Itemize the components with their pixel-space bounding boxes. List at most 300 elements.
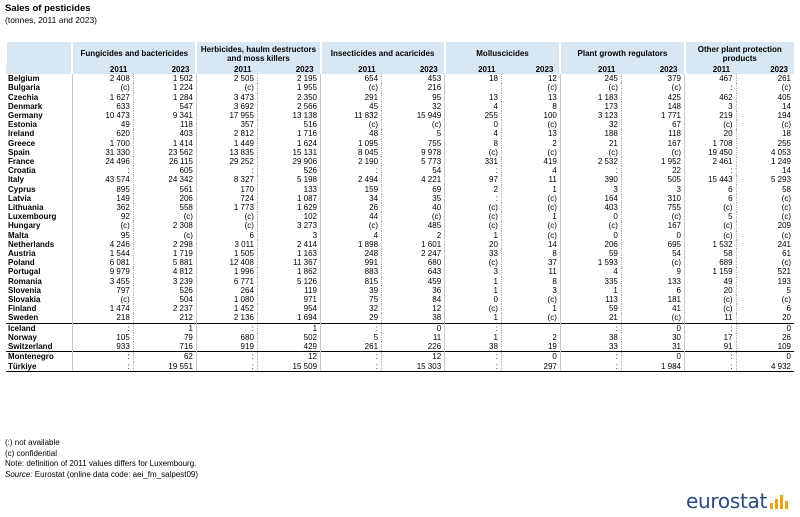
value-cell: 22 <box>621 166 684 175</box>
value-cell: 8 <box>501 249 560 258</box>
value-cell: 8 <box>501 277 560 286</box>
value-cell: 19 450 <box>685 148 737 157</box>
table-body <box>6 74 794 371</box>
value-cell: (c) <box>196 83 257 92</box>
value-cell: : <box>560 362 621 372</box>
value-cell: 102 <box>257 212 320 221</box>
value-cell: 170 <box>196 185 257 194</box>
country-cell: Greece <box>8 138 36 148</box>
value-cell: 403 <box>133 129 196 138</box>
table-row <box>6 120 794 129</box>
value-cell: 755 <box>382 139 445 148</box>
year-header: 2023 <box>621 65 684 74</box>
value-cell: 516 <box>257 120 320 129</box>
value-cell: 261 <box>736 74 794 83</box>
value-cell: 1 505 <box>196 249 257 258</box>
value-cell: 3 <box>445 267 502 276</box>
table-row <box>6 240 794 249</box>
country-cell: Lithuania <box>8 203 44 213</box>
table-row <box>6 166 794 175</box>
value-cell: 29 252 <box>196 157 257 166</box>
value-cell: (c) <box>501 313 560 323</box>
value-cell: 2 <box>382 231 445 240</box>
value-cell: 1 159 <box>685 267 737 276</box>
value-cell: : <box>196 323 257 333</box>
value-cell: 91 <box>685 342 737 352</box>
value-cell: 23 562 <box>133 148 196 157</box>
value-cell: 1 <box>445 277 502 286</box>
value-cell: (c) <box>501 231 560 240</box>
value-cell: 895 <box>72 185 133 194</box>
value-cell: 3 239 <box>133 277 196 286</box>
value-cell: (c) <box>501 221 560 230</box>
value-cell: 1 414 <box>133 139 196 148</box>
value-cell: 1 773 <box>196 203 257 212</box>
value-cell: 31 <box>621 342 684 352</box>
table-row <box>6 249 794 258</box>
value-cell: 5 <box>685 212 737 221</box>
value-cell: : <box>72 352 133 362</box>
country-cell: Spain <box>8 147 30 157</box>
country-cell: Germany <box>8 111 43 121</box>
value-cell: 3 011 <box>196 240 257 249</box>
value-cell: 0 <box>560 212 621 221</box>
value-cell: 206 <box>560 240 621 249</box>
table-row <box>6 212 794 221</box>
group-header: Insecticides and acaricides <box>321 42 445 65</box>
country-cell: Bulgaria <box>8 83 41 93</box>
year-header: 2011 <box>72 65 133 74</box>
country-cell: Hungary <box>8 221 41 231</box>
table-row <box>6 203 794 212</box>
value-cell: 119 <box>257 286 320 295</box>
value-cell: (c) <box>501 83 560 92</box>
value-cell: 0 <box>736 352 794 362</box>
table-row <box>6 362 794 372</box>
value-cell: 467 <box>685 74 737 83</box>
country-cell: Malta <box>8 230 29 240</box>
value-cell: : <box>445 166 502 175</box>
value-cell: 181 <box>621 295 684 304</box>
value-cell: 264 <box>196 286 257 295</box>
value-cell: 44 <box>321 212 382 221</box>
note-confidential: (c) confidential <box>5 448 58 458</box>
value-cell: 310 <box>621 194 684 203</box>
value-cell: 31 330 <box>72 148 133 157</box>
value-cell: 12 <box>382 352 445 362</box>
value-cell: 3 <box>621 185 684 194</box>
value-cell: : <box>196 362 257 372</box>
value-cell: 0 <box>501 352 560 362</box>
country-cell: Luxembourg <box>8 212 57 222</box>
value-cell: 1 <box>133 323 196 333</box>
value-cell: 0 <box>560 231 621 240</box>
value-cell: (c) <box>736 194 794 203</box>
value-cell: 58 <box>736 185 794 194</box>
value-cell: 4 812 <box>133 267 196 276</box>
value-cell: 62 <box>133 352 196 362</box>
value-cell: 32 <box>382 102 445 111</box>
value-cell: 3 692 <box>196 102 257 111</box>
value-cell: 883 <box>321 267 382 276</box>
value-cell: 654 <box>321 74 382 83</box>
value-cell: 462 <box>685 93 737 102</box>
value-cell: 33 <box>560 342 621 352</box>
table-row <box>6 295 794 304</box>
value-cell: 4 246 <box>72 240 133 249</box>
value-cell: (c) <box>501 194 560 203</box>
country-cell: Czechia <box>8 92 39 102</box>
value-cell: 504 <box>133 295 196 304</box>
value-cell: 194 <box>736 111 794 120</box>
value-cell: (c) <box>621 258 684 267</box>
value-cell: 5 <box>382 129 445 138</box>
value-cell: (c) <box>685 304 737 313</box>
value-cell: 12 <box>257 352 320 362</box>
value-cell: 2 195 <box>257 74 320 83</box>
value-cell: 695 <box>621 240 684 249</box>
value-cell: 2 812 <box>196 129 257 138</box>
country-cell: Switzerland <box>8 342 53 352</box>
value-cell: 4 <box>445 129 502 138</box>
value-cell: 0 <box>621 352 684 362</box>
value-cell: 1 183 <box>560 93 621 102</box>
table-row <box>6 333 794 342</box>
value-cell: 1 629 <box>257 203 320 212</box>
value-cell: 6 081 <box>72 258 133 267</box>
country-cell: Sweden <box>8 313 39 323</box>
value-cell: 1 249 <box>736 157 794 166</box>
table-row <box>6 93 794 102</box>
value-cell: 2 408 <box>72 74 133 83</box>
value-cell: 797 <box>72 286 133 295</box>
table-row <box>6 175 794 184</box>
value-cell: 9 341 <box>133 111 196 120</box>
value-cell: : <box>321 352 382 362</box>
value-cell: 1 163 <box>257 249 320 258</box>
value-cell: 13 <box>501 93 560 102</box>
value-cell: 8 <box>445 139 502 148</box>
value-cell: 12 <box>501 74 560 83</box>
table-row <box>6 323 794 333</box>
value-cell: 18 <box>445 74 502 83</box>
value-cell: (c) <box>560 148 621 157</box>
value-cell: 26 115 <box>133 157 196 166</box>
value-cell: 2 190 <box>321 157 382 166</box>
value-cell: 3 273 <box>257 221 320 230</box>
value-cell: 0 <box>382 323 445 333</box>
value-cell: 1 544 <box>72 249 133 258</box>
value-cell: 1 284 <box>133 93 196 102</box>
value-cell: 167 <box>621 139 684 148</box>
value-cell: 3 455 <box>72 277 133 286</box>
value-cell: 26 <box>736 333 794 342</box>
value-cell: 680 <box>382 258 445 267</box>
value-cell: 95 <box>382 93 445 102</box>
value-cell: 206 <box>133 194 196 203</box>
value-cell: 67 <box>621 120 684 129</box>
value-cell: 971 <box>257 295 320 304</box>
value-cell: 54 <box>621 249 684 258</box>
value-cell: 0 <box>621 323 684 333</box>
value-cell: 2 247 <box>382 249 445 258</box>
value-cell: 79 <box>133 333 196 342</box>
value-cell: (c) <box>685 203 737 212</box>
value-cell: (c) <box>501 148 560 157</box>
value-cell: (c) <box>72 83 133 92</box>
year-header: 2011 <box>445 65 502 74</box>
value-cell: 605 <box>133 166 196 175</box>
value-cell: (c) <box>501 295 560 304</box>
value-cell: 1 474 <box>72 304 133 313</box>
value-cell: 1 955 <box>257 83 320 92</box>
value-cell: 9 978 <box>382 148 445 157</box>
value-cell: 2 350 <box>257 93 320 102</box>
table-row <box>6 304 794 313</box>
value-cell: 2 <box>445 185 502 194</box>
value-cell: (c) <box>72 295 133 304</box>
value-cell: : <box>321 166 382 175</box>
year-header: 2011 <box>560 65 621 74</box>
pesticide-sales-table <box>5 42 794 372</box>
value-cell: 3 473 <box>196 93 257 102</box>
value-cell: (c) <box>560 83 621 92</box>
value-cell: 1 449 <box>196 139 257 148</box>
value-cell: 95 <box>72 231 133 240</box>
value-cell: (c) <box>685 221 737 230</box>
value-cell: 167 <box>621 221 684 230</box>
value-cell: 1 <box>445 333 502 342</box>
value-cell: 379 <box>621 74 684 83</box>
value-cell: 13 <box>501 129 560 138</box>
value-cell: : <box>321 362 382 372</box>
value-cell: 1 716 <box>257 129 320 138</box>
table-row <box>6 286 794 295</box>
value-cell: 1 532 <box>685 240 737 249</box>
table-row <box>6 111 794 120</box>
value-cell: 84 <box>382 295 445 304</box>
value-cell: (c) <box>196 221 257 230</box>
value-cell: 49 <box>72 120 133 129</box>
value-cell: 4 <box>560 267 621 276</box>
value-cell: : <box>685 166 737 175</box>
table-row <box>6 231 794 240</box>
value-cell: 4 <box>445 102 502 111</box>
value-cell: 1 593 <box>560 258 621 267</box>
value-cell: 403 <box>560 203 621 212</box>
value-cell: 35 <box>382 194 445 203</box>
value-cell: 5 <box>321 333 382 342</box>
country-cell: Belgium <box>8 74 40 84</box>
value-cell: 37 <box>501 258 560 267</box>
value-cell: 40 <box>382 203 445 212</box>
value-cell: 255 <box>445 111 502 120</box>
value-cell: : <box>445 323 502 333</box>
value-cell: : <box>445 352 502 362</box>
value-cell: 3 <box>257 231 320 240</box>
value-cell: 561 <box>133 185 196 194</box>
value-cell: 1 700 <box>72 139 133 148</box>
value-cell: 1 708 <box>685 139 737 148</box>
value-cell: (c) <box>445 212 502 221</box>
value-cell: 38 <box>382 313 445 323</box>
value-cell: 15 509 <box>257 362 320 372</box>
value-cell: 335 <box>560 277 621 286</box>
value-cell: 1 996 <box>196 267 257 276</box>
value-cell: (c) <box>560 221 621 230</box>
value-cell: 2 308 <box>133 221 196 230</box>
value-cell: 2 298 <box>133 240 196 249</box>
value-cell: (c) <box>382 120 445 129</box>
value-cell: 2 237 <box>133 304 196 313</box>
value-cell: (c) <box>196 212 257 221</box>
table-row <box>6 74 794 83</box>
value-cell: 113 <box>560 295 621 304</box>
value-cell: (c) <box>736 120 794 129</box>
table-row <box>6 277 794 286</box>
value-cell: 15 131 <box>257 148 320 157</box>
value-cell: (c) <box>501 203 560 212</box>
value-cell: (c) <box>445 148 502 157</box>
value-cell: 13 138 <box>257 111 320 120</box>
value-cell: (c) <box>736 295 794 304</box>
value-cell: 4 <box>321 231 382 240</box>
year-header: 2011 <box>685 65 737 74</box>
value-cell: 0 <box>445 295 502 304</box>
value-cell: 1 952 <box>621 157 684 166</box>
value-cell: 0 <box>445 120 502 129</box>
value-cell: 193 <box>736 277 794 286</box>
value-cell: 19 551 <box>133 362 196 372</box>
value-cell: (c) <box>321 120 382 129</box>
value-cell: 43 574 <box>72 175 133 184</box>
value-cell: 1 452 <box>196 304 257 313</box>
value-cell: (c) <box>133 212 196 221</box>
value-cell: (c) <box>736 212 794 221</box>
value-cell: : <box>685 83 737 92</box>
value-cell: 24 342 <box>133 175 196 184</box>
value-cell: : <box>560 323 621 333</box>
group-header: Plant growth regulators <box>560 42 684 65</box>
value-cell: 2 461 <box>685 157 737 166</box>
value-cell: 1 898 <box>321 240 382 249</box>
value-cell: 133 <box>621 277 684 286</box>
value-cell: (c) <box>133 231 196 240</box>
value-cell: 933 <box>72 342 133 352</box>
value-cell: (c) <box>621 148 684 157</box>
value-cell: 357 <box>196 120 257 129</box>
value-cell: 209 <box>736 221 794 230</box>
value-cell: 11 <box>501 175 560 184</box>
value-cell: 680 <box>196 333 257 342</box>
country-cell: Romania <box>8 276 42 286</box>
value-cell: 1 502 <box>133 74 196 83</box>
year-header: 2011 <box>321 65 382 74</box>
value-cell: 41 <box>621 304 684 313</box>
year-header: 2023 <box>382 65 445 74</box>
value-cell: : <box>445 194 502 203</box>
value-cell: 1 <box>445 286 502 295</box>
value-cell: 15 443 <box>685 175 737 184</box>
country-cell: Finland <box>8 304 37 314</box>
value-cell: 459 <box>382 277 445 286</box>
value-cell: 11 <box>685 313 737 323</box>
value-cell: 38 <box>560 333 621 342</box>
value-cell: 1 <box>501 185 560 194</box>
table-row <box>6 352 794 362</box>
source-line <box>5 470 198 481</box>
value-cell: : <box>72 166 133 175</box>
value-cell: 59 <box>560 249 621 258</box>
value-cell: : <box>445 362 502 372</box>
country-cell: Denmark <box>8 101 43 111</box>
value-cell: 12 408 <box>196 258 257 267</box>
value-cell: 105 <box>72 333 133 342</box>
value-cell: 9 979 <box>72 267 133 276</box>
country-cell: Netherlands <box>8 239 55 249</box>
value-cell: : <box>560 166 621 175</box>
value-cell: 1 087 <box>257 194 320 203</box>
value-cell: 45 <box>321 102 382 111</box>
value-cell: (c) <box>685 120 737 129</box>
value-cell: (c) <box>321 221 382 230</box>
value-cell: 248 <box>321 249 382 258</box>
value-cell: 1 <box>445 231 502 240</box>
value-cell: 4 221 <box>382 175 445 184</box>
value-cell: 620 <box>72 129 133 138</box>
value-cell: 5 293 <box>736 175 794 184</box>
value-cell: 297 <box>501 362 560 372</box>
value-cell: 61 <box>736 249 794 258</box>
group-header: Herbicides, haulm destructors and moss killers <box>196 42 320 65</box>
value-cell: 716 <box>133 342 196 352</box>
table-row <box>6 342 794 352</box>
value-cell: 1 719 <box>133 249 196 258</box>
value-cell: 453 <box>382 74 445 83</box>
value-cell: 1 095 <box>321 139 382 148</box>
value-cell: 2 <box>501 139 560 148</box>
value-cell: 20 <box>736 313 794 323</box>
year-header: 2023 <box>257 65 320 74</box>
table-row <box>6 148 794 157</box>
value-cell: 2 532 <box>560 157 621 166</box>
value-cell: (c) <box>445 258 502 267</box>
value-cell: 188 <box>560 129 621 138</box>
value-cell: 815 <box>321 277 382 286</box>
value-cell: 919 <box>196 342 257 352</box>
value-cell: 261 <box>321 342 382 352</box>
value-cell: 4 932 <box>736 362 794 372</box>
table-row <box>6 258 794 267</box>
value-cell: 241 <box>736 240 794 249</box>
value-cell: 502 <box>257 333 320 342</box>
value-cell: 10 473 <box>72 111 133 120</box>
value-cell: 100 <box>501 111 560 120</box>
source-text: Eurostat (online data code: aei_fm_salpest09) <box>32 469 199 479</box>
value-cell: 1 627 <box>72 93 133 102</box>
value-cell: 1 624 <box>257 139 320 148</box>
value-cell: 39 <box>321 286 382 295</box>
value-cell: (c) <box>382 212 445 221</box>
table-row <box>6 129 794 138</box>
value-cell: : <box>72 323 133 333</box>
value-cell: 92 <box>72 212 133 221</box>
value-cell: 1 694 <box>257 313 320 323</box>
value-cell: : <box>196 352 257 362</box>
value-cell: 11 367 <box>257 258 320 267</box>
value-cell: 505 <box>621 175 684 184</box>
value-cell: 49 <box>685 277 737 286</box>
